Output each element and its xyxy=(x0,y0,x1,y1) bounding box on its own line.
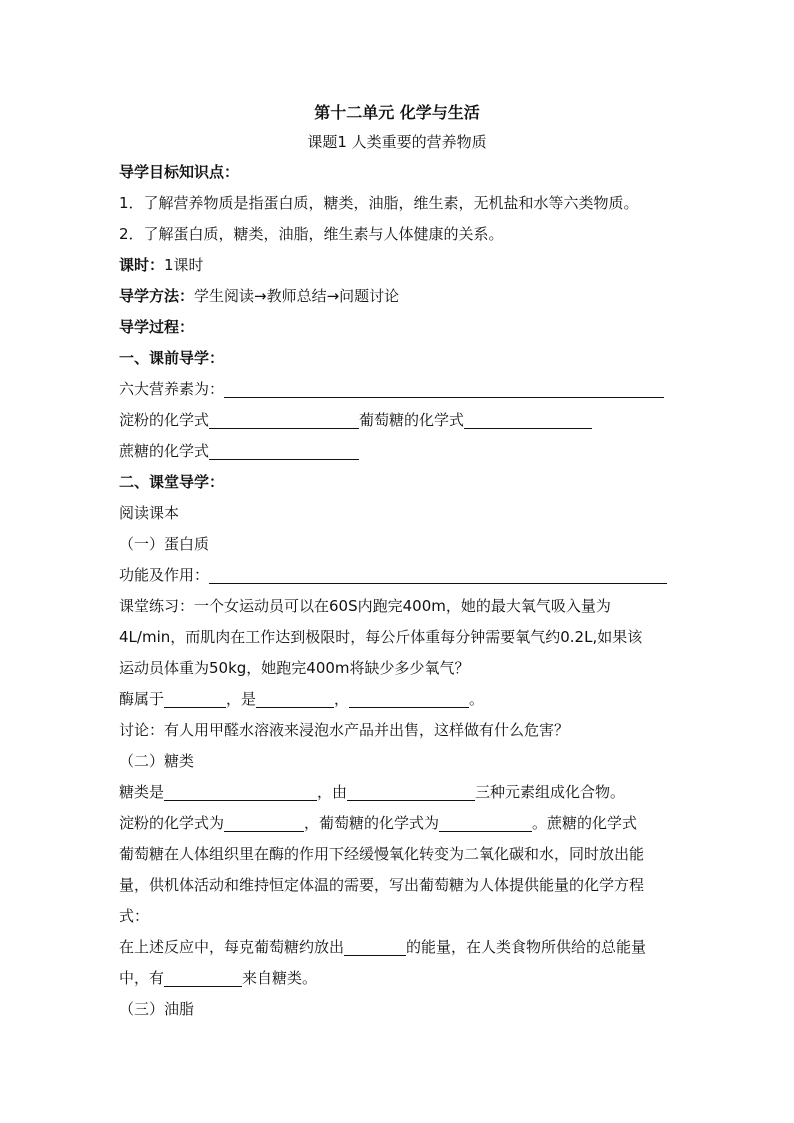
method-line xyxy=(119,281,675,312)
glucose-paragraph-line-2: 量，供机体活动和维持恒定体温的需要，写出葡萄糖为人体提供能量的化学方程 xyxy=(119,876,645,894)
page-title: 第十二单元 化学与生活 xyxy=(314,103,480,122)
six-nutrients-blank[interactable] xyxy=(224,380,664,398)
page-subtitle: 课题1 人类重要的营养物质 xyxy=(307,133,487,151)
read-textbook: 阅读课本 xyxy=(119,504,180,522)
glucose-formula-blank-2[interactable] xyxy=(439,814,532,832)
enzyme-role-blank[interactable] xyxy=(256,690,334,708)
sugar-heading: （二）糖类 xyxy=(119,752,195,770)
sugar-definition-line: 糖类是 ，由 三种元素组成化合物。 xyxy=(119,783,626,801)
process-heading: 导学过程： xyxy=(119,318,195,336)
six-nutrients-line: 六大营养素为： xyxy=(119,374,675,405)
protein-function-line: 功能及作用： xyxy=(119,560,675,591)
sucrose-line: 蔗糖的化学式 xyxy=(119,436,675,467)
protein-heading: （一）蛋白质 xyxy=(119,535,210,553)
objective-item-1: 1．了解营养物质是指蛋白质，糖类，油脂，维生素，无机盐和水等六类物质。 xyxy=(119,194,639,212)
sucrose-formula-blank[interactable] xyxy=(209,442,359,460)
starch-formula-blank[interactable] xyxy=(209,411,359,429)
sugar-elements-blank[interactable] xyxy=(347,783,475,801)
fat-heading: （三）油脂 xyxy=(119,1000,195,1018)
protein-function-blank[interactable] xyxy=(209,566,667,584)
sugar-definition-blank[interactable] xyxy=(164,783,317,801)
glucose-paragraph-line-3: 式： xyxy=(119,907,150,925)
enzyme-property-blank[interactable] xyxy=(349,690,469,708)
energy-line-2: 中，有 来自糖类。 xyxy=(119,969,318,987)
enzyme-category-blank[interactable] xyxy=(164,690,226,708)
glucose-paragraph-line-1: 葡萄糖在人体组织里在酶的作用下经缓慢氧化转变为二氧化碳和水，同时放出能 xyxy=(119,845,645,863)
period-line xyxy=(119,250,675,281)
exercise-line-3: 运动员体重为50kg，她跑完400m将缺少多少氧气？ xyxy=(119,659,470,677)
starch-formula-blank-2[interactable] xyxy=(224,814,304,832)
energy-percent-blank[interactable] xyxy=(164,969,242,987)
method-value: 学生阅读→教师总结→问题讨论 xyxy=(194,287,400,305)
glucose-formula-blank[interactable] xyxy=(464,411,592,429)
period-label: 课时： xyxy=(119,256,165,274)
energy-line-1: 在上述反应中，每克葡萄糖约放出 的能量，在人类食物所供给的总能量 xyxy=(119,938,647,956)
sugar-formula-line: 淀粉的化学式为 ，葡萄糖的化学式为 。蔗糖的化学式 xyxy=(119,814,638,832)
exercise-line-2: 4L/min，而肌肉在工作达到极限时，每公斤体重每分钟需要氧气约0.2L,如果该 xyxy=(119,628,643,646)
section1-heading: 一、课前导学： xyxy=(119,349,225,367)
method-label: 导学方法： xyxy=(119,287,195,305)
document-body xyxy=(119,98,675,1025)
starch-glucose-line: 淀粉的化学式 葡萄糖的化学式 xyxy=(119,405,675,436)
discussion-line: 讨论：有人用甲醛水溶液来浸泡水产品并出售，这样做有什么危害？ xyxy=(119,721,570,739)
section2-heading: 二、课堂导学： xyxy=(119,473,225,491)
objectives-heading: 导学目标知识点： xyxy=(119,163,240,181)
exercise-line-1: 课堂练习：一个女运动员可以在60S内跑完400m，她的最大氧气吸入量为 xyxy=(119,597,611,615)
period-value: 1课时 xyxy=(164,256,204,274)
enzyme-line: 酶属于 ，是 ， 。 xyxy=(119,690,485,708)
energy-amount-blank[interactable] xyxy=(344,938,406,956)
objective-item-2: 2．了解蛋白质，糖类，油脂，维生素与人体健康的关系。 xyxy=(119,225,504,243)
